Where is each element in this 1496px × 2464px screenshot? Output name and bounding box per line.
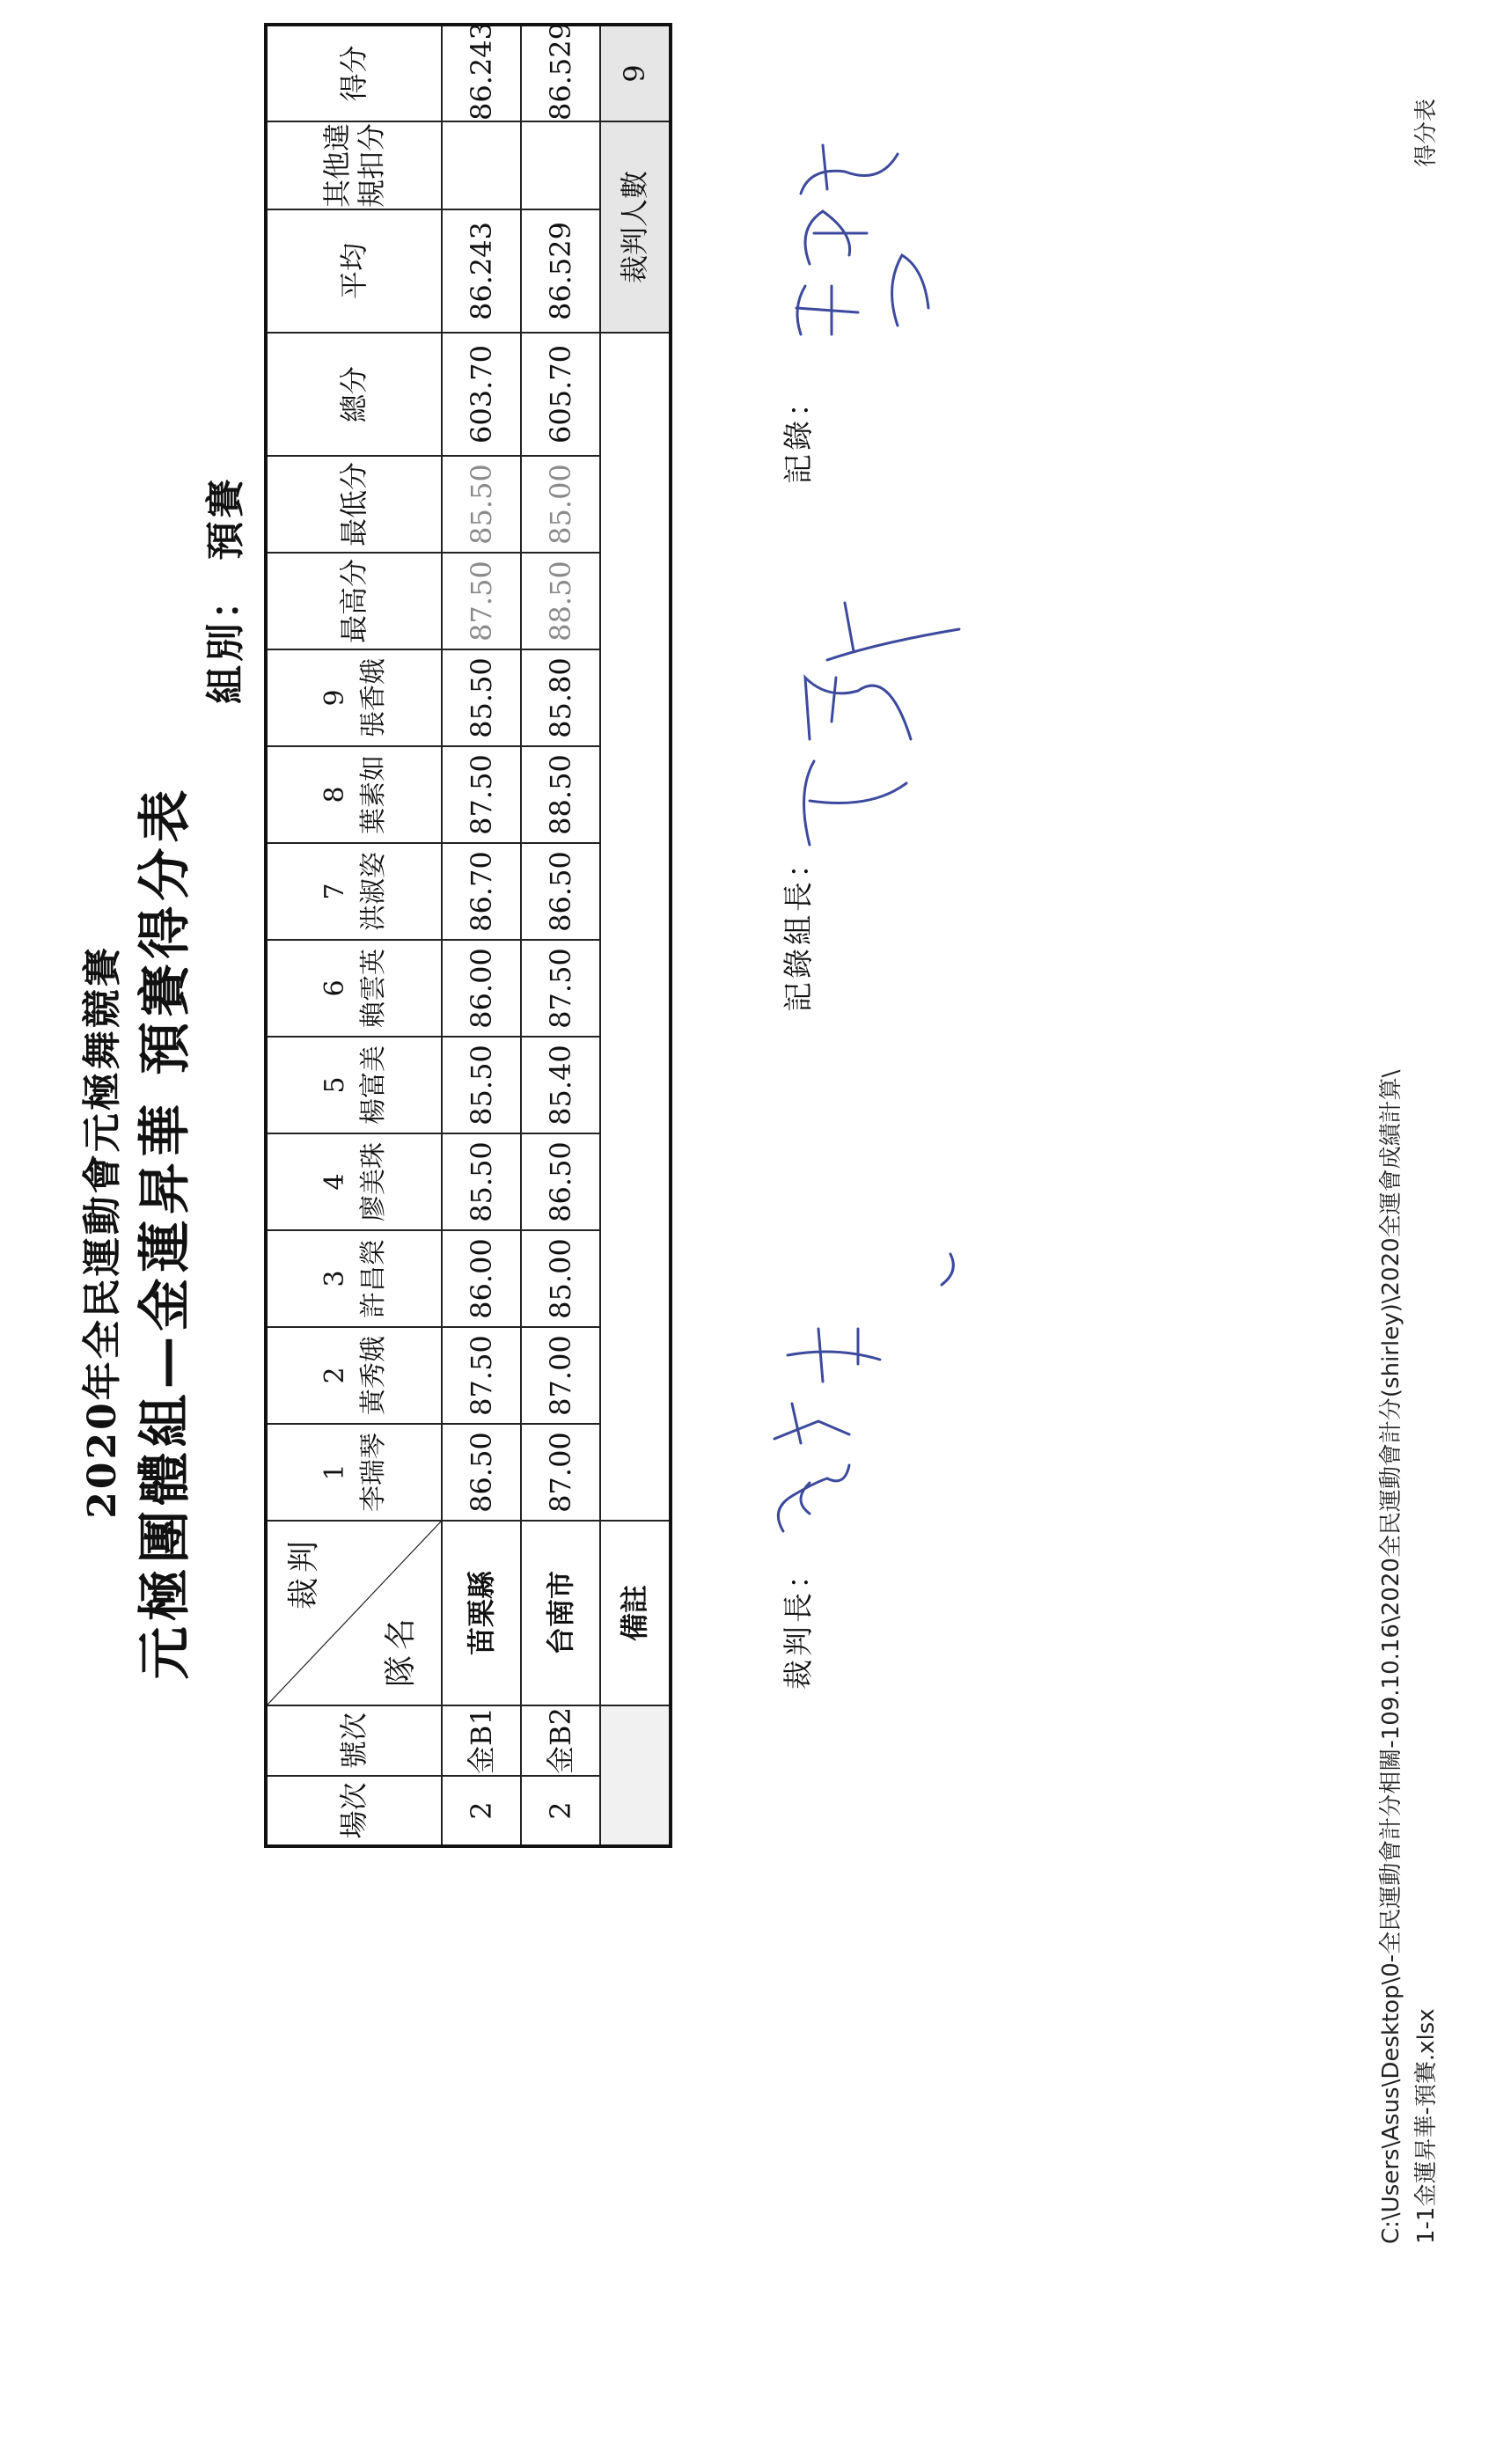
footer-remark-value <box>600 333 671 1521</box>
cell-score: 88.50 <box>521 746 600 843</box>
header-judge <box>266 746 442 843</box>
cell-average: 86.243 <box>442 209 521 333</box>
header-judge <box>266 1133 442 1230</box>
group-value: 預賽 <box>203 475 248 561</box>
header-total: 總分 <box>266 333 442 456</box>
group-label <box>194 476 250 704</box>
cell-number: 金B2 <box>521 1705 600 1776</box>
judge-number: 5 <box>319 1076 350 1094</box>
judge-name: 楊富美 <box>357 1045 389 1125</box>
cell-final: 86.529 <box>521 25 600 121</box>
cell-total: 603.70 <box>442 333 521 456</box>
cell-score: 87.50 <box>521 940 600 1037</box>
header-average: 平均 <box>266 209 442 333</box>
cell-team: 台南市 <box>521 1521 600 1705</box>
cell-score: 85.50 <box>442 1133 521 1230</box>
cell-score: 85.50 <box>442 1037 521 1133</box>
header-team-corner: 隊名 <box>382 1612 419 1687</box>
header-judge <box>266 1037 442 1133</box>
recorder-label: 記錄： <box>781 384 817 484</box>
cell-score: 86.50 <box>521 1133 600 1230</box>
judge-number: 2 <box>319 1367 350 1384</box>
footer-judge-count: 9 <box>600 25 671 121</box>
cell-total: 605.70 <box>521 333 600 456</box>
header-session: 場次 <box>266 1776 442 1846</box>
document-title: 2020年全民運動會元極舞競賽 <box>80 945 125 1519</box>
cell-number: 金B1 <box>442 1705 521 1776</box>
header-highest: 最高分 <box>266 553 442 649</box>
judge-name: 張香娥 <box>357 658 389 737</box>
header-judge <box>266 843 442 940</box>
header-judge-corner: 裁判 <box>286 1536 322 1610</box>
table-row <box>521 25 600 1846</box>
cell-session: 2 <box>521 1776 600 1846</box>
table-header-row <box>266 25 442 1846</box>
cell-highest: 87.50 <box>442 553 521 649</box>
cell-score: 85.50 <box>442 649 521 746</box>
cell-score: 85.00 <box>521 1230 600 1327</box>
cell-score: 86.50 <box>442 1424 521 1521</box>
table-footer-row <box>600 25 671 1846</box>
cell-score: 87.00 <box>521 1327 600 1424</box>
judge-number: 9 <box>319 689 350 707</box>
judge-name: 洪淑姿 <box>357 852 389 931</box>
cell-score: 86.00 <box>442 940 521 1037</box>
footer-judge-count-label: 裁判人數 <box>600 121 671 333</box>
recorder-chief-signature <box>774 563 1003 862</box>
cell-score: 87.50 <box>442 1327 521 1424</box>
header-judge <box>266 649 442 746</box>
chief-judge-label: 裁判長： <box>781 1556 817 1690</box>
document-subtitle: 元極團體組—金蓮昇華 預賽得分表 <box>135 784 196 1680</box>
header-number: 號次 <box>266 1705 442 1776</box>
file-path-line2: 1-1金蓮昇華-預賽.xlsx <box>1413 2008 1440 2244</box>
header-judge <box>266 1230 442 1327</box>
cell-final: 86.243 <box>442 25 521 121</box>
header-final: 得分 <box>266 25 442 121</box>
header-judge <box>266 1424 442 1521</box>
cell-score: 87.00 <box>521 1424 600 1521</box>
judge-number: 6 <box>319 979 350 997</box>
recorder-chief-label: 記錄組長： <box>781 845 817 1012</box>
cell-highest: 88.50 <box>521 553 600 649</box>
score-table <box>264 23 672 1848</box>
judge-name: 賴雲英 <box>357 949 389 1028</box>
cell-score: 85.40 <box>521 1037 600 1133</box>
judge-number: 4 <box>319 1173 350 1191</box>
judge-name: 廖美珠 <box>357 1142 389 1221</box>
judge-name: 黃秀娥 <box>357 1336 389 1415</box>
cell-score: 87.50 <box>442 746 521 843</box>
cell-session: 2 <box>442 1776 521 1846</box>
sheet-name: 得分表 <box>1413 98 1440 167</box>
cell-score: 86.70 <box>442 843 521 940</box>
judge-number: 1 <box>319 1463 350 1481</box>
judge-name: 葉素如 <box>357 755 389 834</box>
judge-name: 李瑞琴 <box>357 1433 389 1512</box>
judge-number: 8 <box>319 786 350 803</box>
judge-number: 7 <box>319 883 350 900</box>
footer-remark-label: 備註 <box>600 1521 671 1705</box>
footer-blank-cell <box>600 1705 671 1846</box>
judge-name: 許昌榮 <box>357 1239 389 1318</box>
cell-other-deduction <box>442 121 521 209</box>
file-path-line1: C:\Users\Asus\Desktop\0-全民運動會計分相關-109.10.16\2020全民運動會計分(shirley)\2020全運會成績計算\ <box>1378 1069 1404 2244</box>
cell-lowest: 85.00 <box>521 456 600 553</box>
group-label-text: 組別： <box>203 577 248 704</box>
table-row <box>442 25 521 1846</box>
header-other-deduction: 其他違規扣分 <box>266 121 442 209</box>
header-judge <box>266 1327 442 1424</box>
recorder-signature <box>774 123 968 352</box>
cell-other-deduction <box>521 121 600 209</box>
cell-lowest: 85.50 <box>442 456 521 553</box>
judge-number: 3 <box>319 1270 350 1287</box>
cell-team: 苗栗縣 <box>442 1521 521 1705</box>
header-lowest: 最低分 <box>266 456 442 553</box>
cell-score: 85.80 <box>521 649 600 746</box>
header-judge-team <box>266 1521 442 1705</box>
cell-score: 86.00 <box>442 1230 521 1327</box>
chief-judge-signature <box>757 1241 986 1540</box>
header-judge <box>266 940 442 1037</box>
cell-average: 86.529 <box>521 209 600 333</box>
cell-score: 86.50 <box>521 843 600 940</box>
